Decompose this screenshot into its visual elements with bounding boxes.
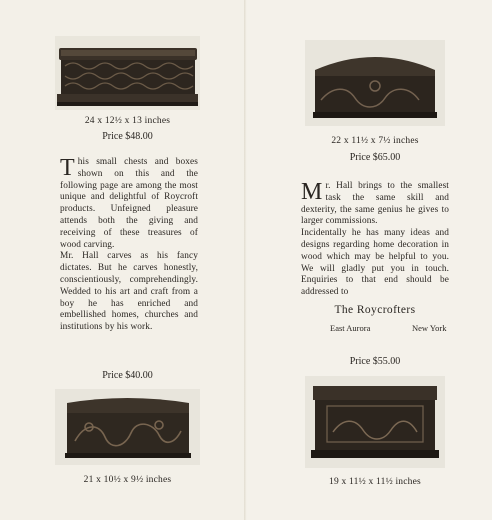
right-body-text — [301, 181, 449, 299]
left-intro-text: his small chests and boxes shown on this and the following page are among the most unique and delightful of Roycroft products. Unfeigned pleasure attends both the giving and receiving of these treasures of wood carving. — [60, 157, 198, 250]
place-east-aurora: East Aurora — [330, 323, 371, 333]
left-body-text — [60, 157, 198, 334]
roycrofters-signature: The Roycrofters — [334, 304, 416, 316]
price-bottom-right: Price $55.00 — [349, 356, 401, 367]
chest-photo-top-left — [55, 36, 200, 110]
right-dropcap: M — [301, 179, 323, 205]
chest-photo-bottom-right — [305, 376, 445, 468]
left-dropcap: T — [60, 155, 75, 181]
chest-dimensions-top-left: 24 x 12½ x 13 inches — [84, 116, 171, 126]
right-intro-text: r. Hall brings to the smallest task the same skill and dexterity, the same genius he gives to larger commissions. — [301, 181, 449, 227]
right-intro-paragraph — [301, 181, 449, 228]
carved-long-chest-image — [55, 36, 200, 110]
price-top-right: Price $65.00 — [349, 152, 401, 163]
book-gutter — [244, 0, 247, 520]
carved-box-chest-image — [305, 376, 445, 468]
chest-dimensions-bottom-right: 19 x 11½ x 11½ inches — [329, 477, 421, 487]
chest-dimensions-top-right: 22 x 11½ x 7½ inches — [331, 136, 419, 146]
chest-photo-top-right — [305, 40, 445, 126]
left-intro-paragraph — [60, 157, 198, 251]
right-second-paragraph: Incidentally he has many ideas and designs regarding home decoration in wood which may be helpful to you. We will gladly put you in touch. Enquiries to that end should be addressed to — [301, 228, 449, 298]
place-new-york: New York — [412, 323, 447, 333]
chest-dimensions-bottom-left: 21 x 10½ x 9½ inches — [83, 475, 172, 485]
left-second-paragraph: Mr. Hall carves as his fancy dictates. But he carves honestly, conscientiously, comprehendingly. Wedded to his art and craft from a boy he has enriched and embellished homes, churches and institutions by his work. — [60, 251, 198, 333]
price-bottom-left: Price $40.00 — [102, 370, 153, 381]
carved-domed-chest-image — [305, 40, 445, 126]
chest-photo-bottom-left — [55, 389, 200, 465]
price-top-left: Price $48.00 — [102, 131, 153, 142]
carved-small-chest-image — [55, 389, 200, 465]
